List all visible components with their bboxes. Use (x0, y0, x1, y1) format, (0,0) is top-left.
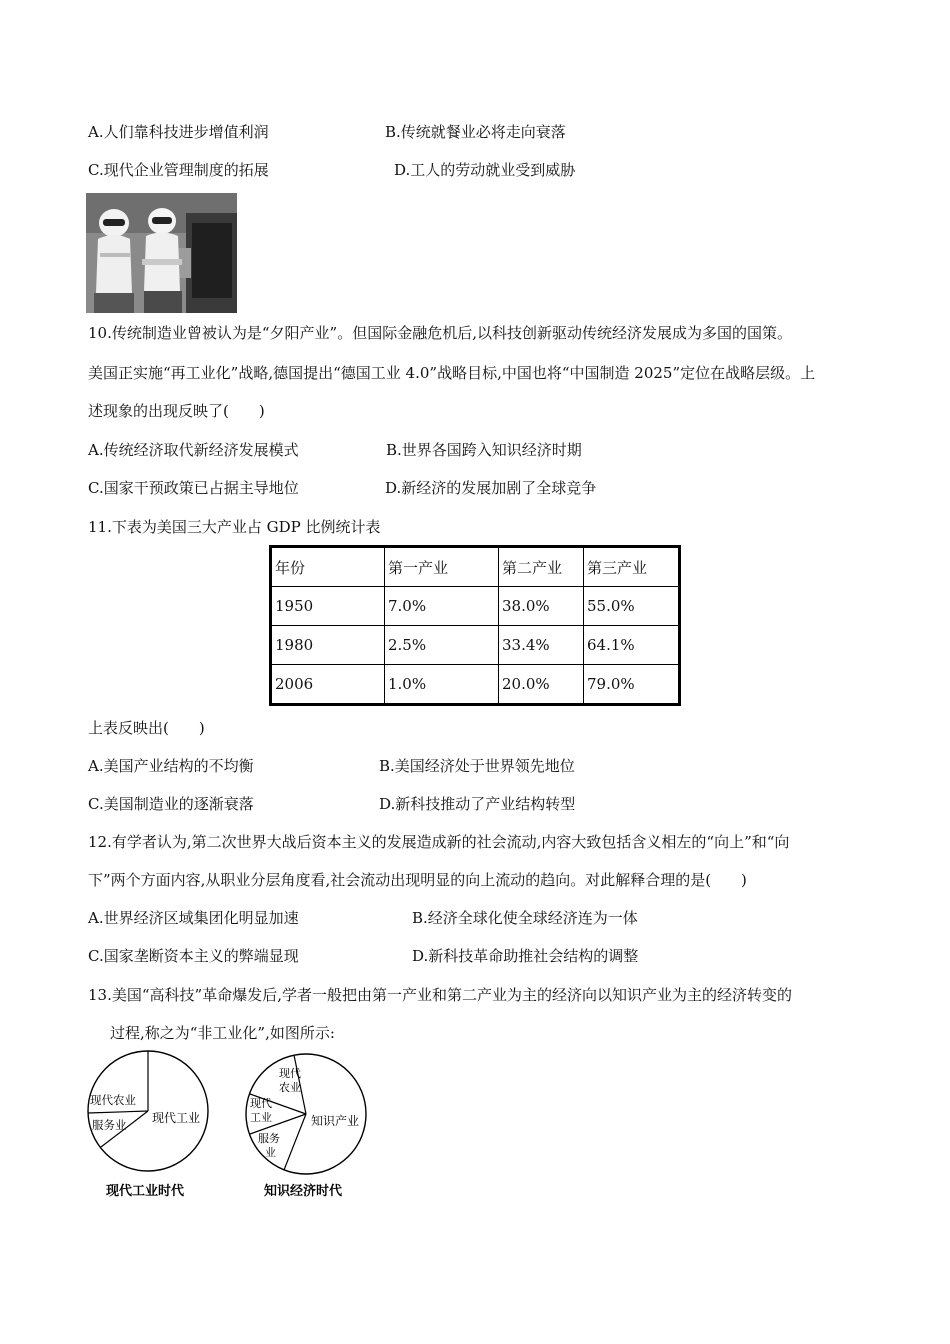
pie2-label-service-1: 服务 (258, 1132, 280, 1145)
q11-option-b: B.美国经济处于世界领先地位 (379, 757, 575, 775)
pie2-label-industry-1: 现代 (250, 1097, 272, 1110)
q9-option-b: B.传统就餐业必将走向衰落 (385, 123, 566, 141)
table-row (271, 665, 680, 705)
q11-option-c: C.美国制造业的逐渐衰落 (88, 795, 254, 813)
pie-knowledge-economy-era (246, 1054, 366, 1199)
table-cell: 1950 (271, 587, 385, 626)
pie1-caption: 现代工业时代 (106, 1184, 185, 1199)
q13-stem-line1: 13.美国“高科技”革命爆发后,学者一般把由第一产业和第二产业为主的经济向以知识产业为主的经济转变的 (88, 986, 792, 1004)
q10-stem-line1: 10.传统制造业曾被认为是“夕阳产业”。但国际金融危机后,以科技创新驱动传统经济发展成为多国的国策。 (88, 324, 792, 342)
pie2-label-industry-2: 工业 (250, 1111, 272, 1124)
table-cell: 79.0% (584, 665, 680, 705)
table-cell: 33.4% (499, 626, 584, 665)
industry-pie-diagrams (78, 1050, 378, 1210)
table-header-cell: 年份 (271, 547, 385, 587)
q12-option-a: A.世界经济区域集团化明显加速 (88, 909, 299, 927)
q10-stem-line3: 述现象的出现反映了( ) (88, 402, 265, 420)
table-cell: 2006 (271, 665, 385, 705)
gdp-share-table (269, 545, 681, 706)
table-header-cell: 第二产业 (499, 547, 584, 587)
q10-option-d: D.新经济的发展加剧了全球竞争 (385, 479, 597, 497)
q12-option-c: C.国家垄断资本主义的弊端显现 (88, 947, 299, 965)
pie2-label-knowledge: 知识产业 (311, 1114, 360, 1128)
q12-stem-line2: 下”两个方面内容,从职业分层角度看,社会流动出现明显的向上流动的趋向。对此解释合理的是( ) (88, 871, 747, 889)
table-cell: 1980 (271, 626, 385, 665)
table-header-cell: 第三产业 (584, 547, 680, 587)
q10-option-c: C.国家干预政策已占据主导地位 (88, 479, 299, 497)
q12-option-d: D.新科技革命助推社会结构的调整 (412, 947, 639, 965)
table-cell: 7.0% (385, 587, 499, 626)
pie2-label-service-2: 业 (265, 1146, 276, 1159)
q13-stem-line2: 过程,称之为“非工业化”,如图所示: (110, 1024, 335, 1042)
table-cell: 55.0% (584, 587, 680, 626)
q10-option-b: B.世界各国跨入知识经济时期 (386, 441, 582, 459)
q11-option-a: A.美国产业结构的不均衡 (88, 757, 254, 775)
pie2-caption: 知识经济时代 (264, 1184, 343, 1199)
q12-stem-line1: 12.有学者认为,第二次世界大战后资本主义的发展造成新的社会流动,内容大致包括含义相左的“向上”和“向 (88, 833, 790, 851)
pie-modern-industry-era (88, 1051, 208, 1199)
table-header-cell: 第一产业 (385, 547, 499, 587)
table-row (271, 626, 680, 665)
pie1-label-industry: 现代工业 (152, 1111, 201, 1125)
table-cell: 1.0% (385, 665, 499, 705)
q11-stem: 11.下表为美国三大产业占 GDP 比例统计表 (88, 518, 381, 536)
pie2-label-agriculture-1: 现代 (279, 1067, 301, 1080)
q9-option-c: C.现代企业管理制度的拓展 (88, 161, 269, 179)
q9-option-a: A.人们靠科技进步增值利润 (88, 123, 269, 141)
robot-waiter-photo (86, 193, 237, 313)
pie2-label-agriculture-2: 农业 (279, 1081, 301, 1094)
table-cell: 38.0% (499, 587, 584, 626)
table-row (271, 587, 680, 626)
q10-option-a: A.传统经济取代新经济发展模式 (88, 441, 299, 459)
table-cell: 2.5% (385, 626, 499, 665)
q11-question: 上表反映出( ) (88, 719, 205, 737)
table-cell: 64.1% (584, 626, 680, 665)
q9-option-d: D.工人的劳动就业受到威胁 (394, 161, 576, 179)
pie1-label-agriculture: 现代农业 (90, 1093, 136, 1107)
q10-stem-line2: 美国正实施“再工业化”战略,德国提出“德国工业 4.0”战略目标,中国也将“中国制造 2025”定位在战略层级。上 (88, 364, 816, 382)
table-header-row (271, 547, 680, 587)
q12-option-b: B.经济全球化使全球经济连为一体 (412, 909, 638, 927)
q11-option-d: D.新科技推动了产业结构转型 (379, 795, 576, 813)
table-cell: 20.0% (499, 665, 584, 705)
pie1-label-service: 服务业 (92, 1118, 127, 1132)
